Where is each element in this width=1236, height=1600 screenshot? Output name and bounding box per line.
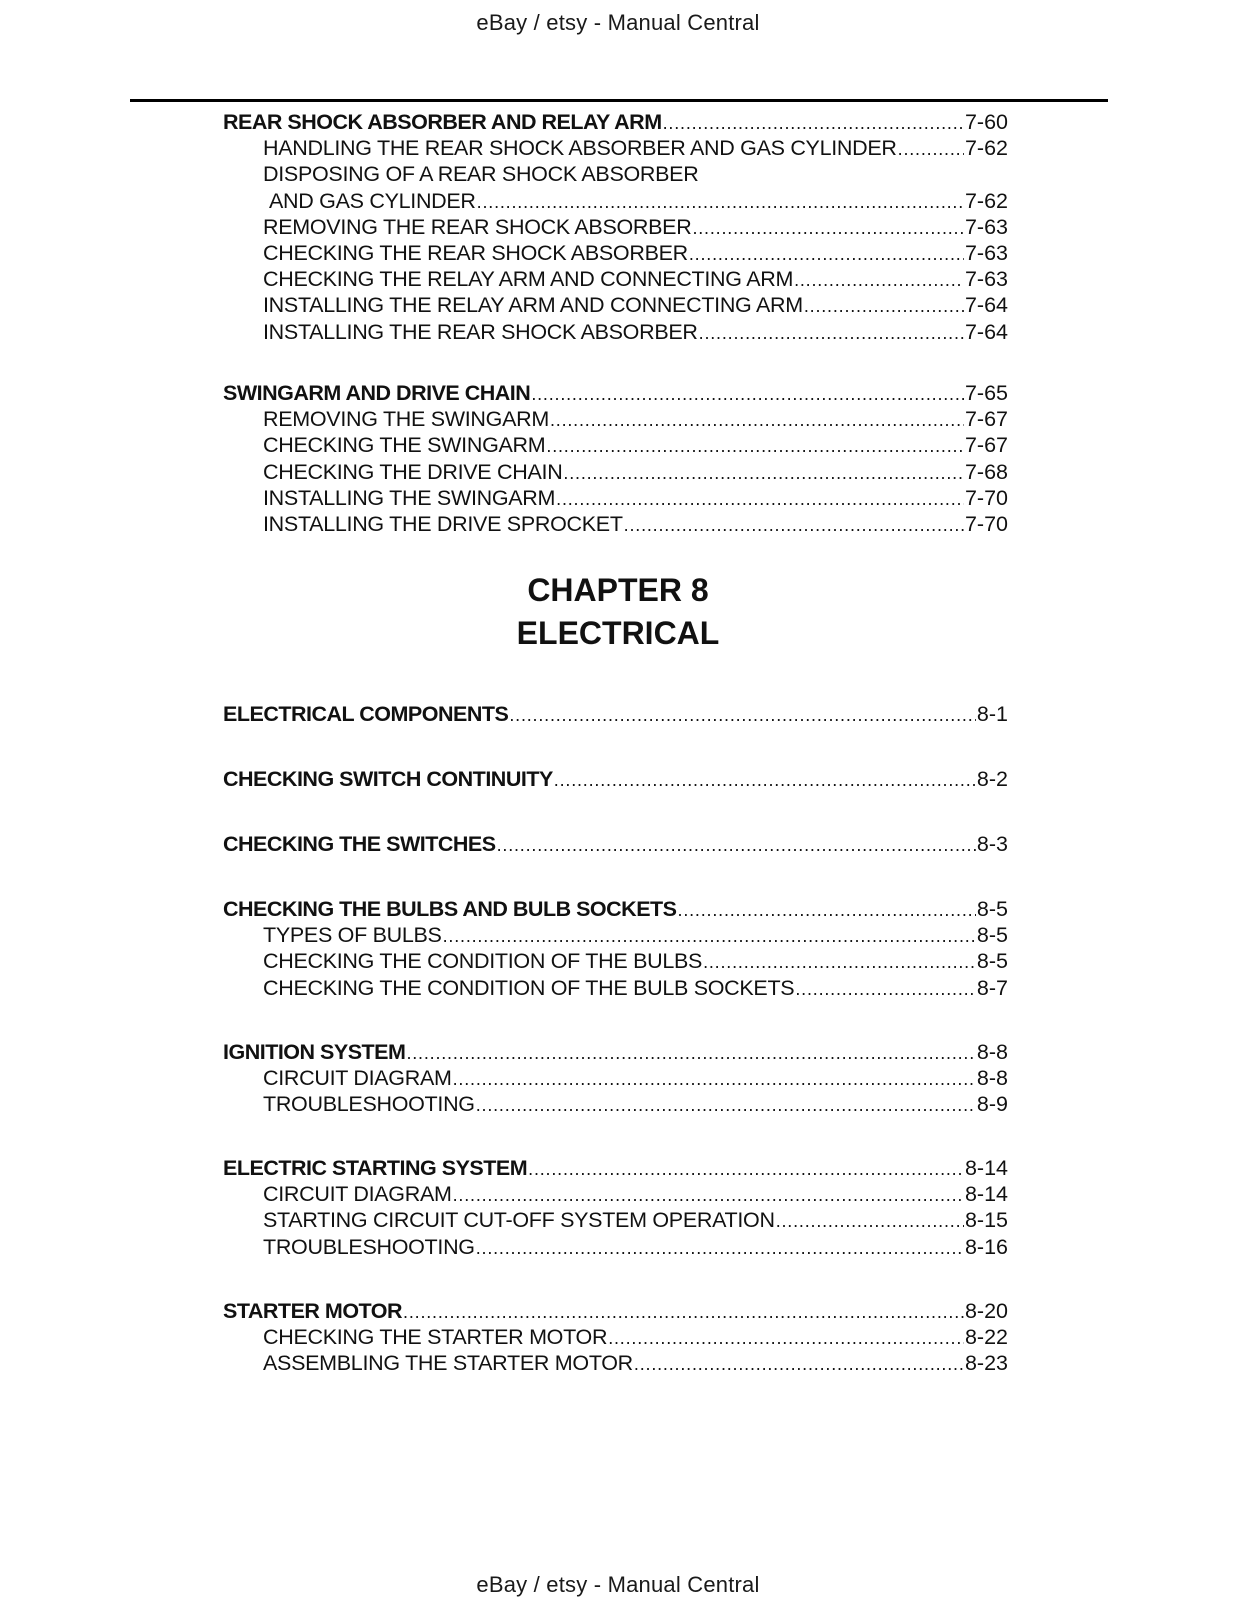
toc-entry[interactable]: INSTALLING THE REAR SHOCK ABSORBER . . . 7-64 <box>223 320 1008 346</box>
toc-section-electric-starting <box>223 1156 1008 1261</box>
toc-entry[interactable]: STARTER MOTOR . . . 8-20 <box>223 1299 1008 1325</box>
toc-entry[interactable]: CHECKING SWITCH CONTINUITY . . . 8-2 <box>223 767 1008 793</box>
footer-banner: eBay / etsy - Manual Central <box>476 1572 760 1597</box>
toc-entry[interactable]: INSTALLING THE SWINGARM . . . 7-70 <box>223 486 1008 512</box>
chapter-number: CHAPTER 8 <box>527 572 709 608</box>
header-rule <box>130 99 1108 102</box>
toc-entry[interactable]: CHECKING THE SWITCHES . . . 8-3 <box>223 832 1008 858</box>
toc-entry[interactable]: REMOVING THE REAR SHOCK ABSORBER . . . 7-63 <box>223 215 1008 241</box>
toc-section-switch-continuity <box>223 767 1008 793</box>
toc-entry[interactable]: CIRCUIT DIAGRAM . . . 8-8 <box>223 1066 1008 1092</box>
toc-entry[interactable]: TYPES OF BULBS . . . 8-5 <box>223 923 1008 949</box>
toc-entry[interactable]: CHECKING THE SWINGARM . . . 7-67 <box>223 433 1008 459</box>
toc-entry[interactable]: CHECKING THE RELAY ARM AND CONNECTING ARM . . . 7-63 <box>223 267 1008 293</box>
toc-entry[interactable]: CHECKING THE CONDITION OF THE BULB SOCKETS . . . 8-7 <box>223 976 1008 1002</box>
toc-entry[interactable]: INSTALLING THE RELAY ARM AND CONNECTING ARM . . . 7-64 <box>223 293 1008 319</box>
toc-entry[interactable]: DISPOSING OF A REAR SHOCK ABSORBER <box>263 162 699 187</box>
toc-entry[interactable]: CHECKING THE BULBS AND BULB SOCKETS . . . 8-5 <box>223 897 1008 923</box>
toc-entry[interactable]: REAR SHOCK ABSORBER AND RELAY ARM . . . 7-60 <box>223 110 1008 136</box>
toc-entry[interactable]: TROUBLESHOOTING . . . 8-9 <box>223 1092 1008 1118</box>
toc-section-rear-shock <box>223 110 1008 346</box>
toc-section-bulbs <box>223 897 1008 1002</box>
toc-section-starter-motor <box>223 1299 1008 1378</box>
toc-entry[interactable]: TROUBLESHOOTING . . . 8-16 <box>223 1235 1008 1261</box>
header-banner: eBay / etsy - Manual Central <box>476 10 760 35</box>
toc-entry[interactable]: HANDLING THE REAR SHOCK ABSORBER AND GAS CYLINDER . . . 7-62 <box>223 136 1008 162</box>
toc-entry[interactable]: INSTALLING THE DRIVE SPROCKET . . . 7-70 <box>223 512 1008 538</box>
toc-entry[interactable]: CHECKING THE CONDITION OF THE BULBS . . . 8-5 <box>223 949 1008 975</box>
toc-entry[interactable]: IGNITION SYSTEM . . . 8-8 <box>223 1040 1008 1066</box>
toc-entry[interactable]: CHECKING THE REAR SHOCK ABSORBER . . . 7-63 <box>223 241 1008 267</box>
toc-entry[interactable]: ELECTRICAL COMPONENTS . . . 8-1 <box>223 702 1008 728</box>
toc-section-switches <box>223 832 1008 858</box>
toc-entry[interactable]: ASSEMBLING THE STARTER MOTOR . . . 8-23 <box>223 1351 1008 1377</box>
toc-entry[interactable]: ELECTRIC STARTING SYSTEM . . . 8-14 <box>223 1156 1008 1182</box>
toc-entry[interactable]: REMOVING THE SWINGARM . . . 7-67 <box>223 407 1008 433</box>
chapter-title: ELECTRICAL <box>516 615 720 651</box>
toc-section-ignition <box>223 1040 1008 1119</box>
toc-entry[interactable]: CIRCUIT DIAGRAM . . . 8-14 <box>223 1182 1008 1208</box>
toc-entry[interactable]: CHECKING THE DRIVE CHAIN . . . 7-68 <box>223 460 1008 486</box>
toc-entry[interactable]: CHECKING THE STARTER MOTOR . . . 8-22 <box>223 1325 1008 1351</box>
toc-entry[interactable]: STARTING CIRCUIT CUT-OFF SYSTEM OPERATION . . . 8-15 <box>223 1208 1008 1234</box>
toc-entry[interactable]: AND GAS CYLINDER . . . 7-62 <box>223 189 1008 215</box>
toc-entry[interactable]: SWINGARM AND DRIVE CHAIN . . . 7-65 <box>223 381 1008 407</box>
toc-section-electrical-components <box>223 702 1008 728</box>
toc-section-swingarm <box>223 381 1008 538</box>
